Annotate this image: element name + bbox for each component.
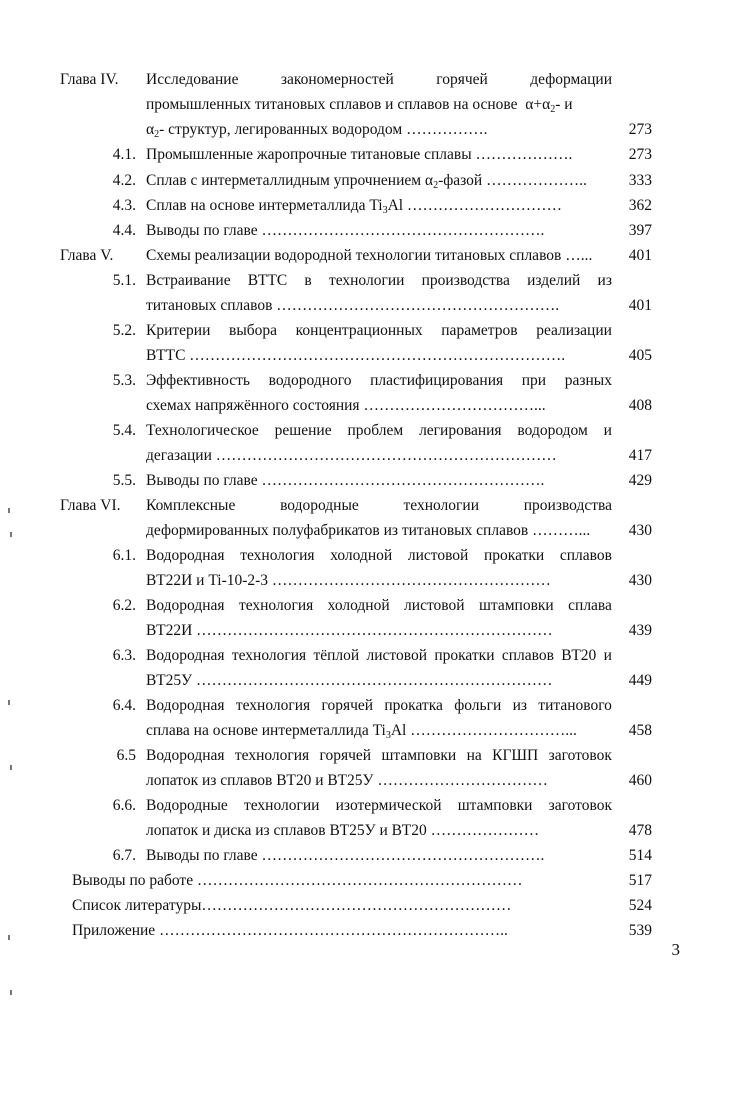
toc-entry-6-2-cont: ВТ22И …………………………………………………………… 439 bbox=[146, 622, 652, 639]
toc-entry-5-2: 5.2. Критерии выбора концентрационных параметров реализации bbox=[112, 322, 612, 339]
toc-entry-5-3-cont: схемах напряжённого состояния ……………………………... 408 bbox=[146, 397, 652, 414]
toc-entry-4-2: 4.2. Сплав с интерметаллидным упрочнением $\alpha_2$-фазой ……………….. 333 bbox=[112, 172, 652, 191]
toc-entry-6-4: 6.4. Водородная технология горячей прокатка фольги из титанового bbox=[112, 697, 612, 714]
toc-entry-6-5-cont: лопаток из сплавов ВТ20 и ВТ25У …………………………… 460 bbox=[146, 772, 652, 789]
toc-entry-5-5: 5.5. Выводы по главе ………………………………………………. 429 bbox=[112, 472, 652, 489]
scan-speck bbox=[8, 508, 10, 513]
toc-entry-4-4: 4.4. Выводы по главе ………………………………………………. 397 bbox=[112, 222, 652, 239]
chapter-6-heading: Глава VI. Комплексные водородные технологии производства bbox=[60, 497, 612, 514]
chapter-4-title-line2: промышленных титановых сплавов и сплавов на основе $\alpha+\alpha_2-$ и bbox=[146, 96, 573, 115]
chapter-4-label: Глава IV. bbox=[60, 71, 119, 88]
toc-entry-5-4-cont: дегазации ………………………………………………………… 417 bbox=[146, 447, 652, 464]
chapter-4-heading bbox=[0, 69, 733, 91]
scan-speck bbox=[8, 700, 10, 705]
toc-entry-4-1: 4.1. Промышленные жаропрочные титановые сплавы ………………. 273 bbox=[112, 146, 652, 163]
chapter-4-title-line3: $\alpha_2-$ структур, легированных водородом ……………. 273 bbox=[146, 121, 652, 140]
scan-speck bbox=[8, 935, 10, 940]
toc-entry-6-1-cont: ВТ22И и Ti-10-2-3 ……………………………………………… 430 bbox=[146, 572, 652, 589]
toc-entry-5-1: 5.1. Встраивание ВТТС в технологии производства изделий из bbox=[112, 272, 612, 289]
toc-entry-5-1-cont: титановых сплавов ………………………………………………. 401 bbox=[146, 297, 652, 314]
toc-entry-6-3-cont: ВТ25У …………………………………………………………… 449 bbox=[146, 672, 652, 689]
toc-entry-6-6: 6.6. Водородные технологии изотермической штамповки заготовок bbox=[112, 797, 612, 814]
toc-entry-6-6-cont: лопаток и диска из сплавов ВТ25У и ВТ20 ………………… 478 bbox=[146, 822, 652, 839]
chapter-6-title-line2: деформированных полуфабрикатов из титановых сплавов ………... 430 bbox=[146, 522, 652, 539]
chapter-4-page: 273 bbox=[628, 121, 652, 138]
scan-speck bbox=[10, 532, 12, 537]
toc-entry-6-5: 6.5 Водородная технология горячей штамповки на КГШП заготовок bbox=[116, 747, 612, 764]
toc-entry-6-2: 6.2. Водородная технология холодной листовой штамповки сплава bbox=[112, 597, 612, 614]
toc-entry-4-3: 4.3. Сплав на основе интерметаллида $Ti_3Al$ ………………………… 362 bbox=[112, 197, 652, 216]
toc-entry-5-2-cont: ВТТС ………………………………………………………………. 405 bbox=[146, 347, 652, 364]
toc-entry-conclusions: Выводы по работе ……………………………………………………… 517 bbox=[72, 872, 652, 889]
page-number: 3 bbox=[671, 940, 680, 959]
toc-entry-references: Список литературы…………………………………………………… 524 bbox=[72, 897, 652, 914]
toc-entry-6-3: 6.3. Водородная технология тёплой листовой прокатки сплавов ВТ20 и bbox=[112, 647, 612, 664]
toc-entry-6-4-cont: сплава на основе интерметаллида $Ti_3Al$ …………………………... 458 bbox=[146, 722, 652, 741]
toc-entry-6-7: 6.7. Выводы по главе ………………………………………………. 514 bbox=[112, 847, 652, 864]
chapter-5-heading: Глава V. Схемы реализации водородной технологии титановых сплавов …... 401 bbox=[60, 247, 652, 264]
chapter-4-title-line1: Исследование закономерностей горячей деформации bbox=[146, 71, 612, 88]
toc-entry-5-4: 5.4. Технологическое решение проблем легирования водородом и bbox=[112, 422, 612, 439]
scan-speck bbox=[10, 990, 12, 995]
scan-speck bbox=[10, 765, 12, 770]
toc-entry-appendix: Приложение ………………………………………………………….. 539 bbox=[72, 922, 652, 939]
toc-entry-6-1: 6.1. Водородная технология холодной листовой прокатки сплавов bbox=[112, 547, 612, 564]
toc-entry-5-3: 5.3. Эффективность водородного пластифицирования при разных bbox=[112, 372, 612, 389]
